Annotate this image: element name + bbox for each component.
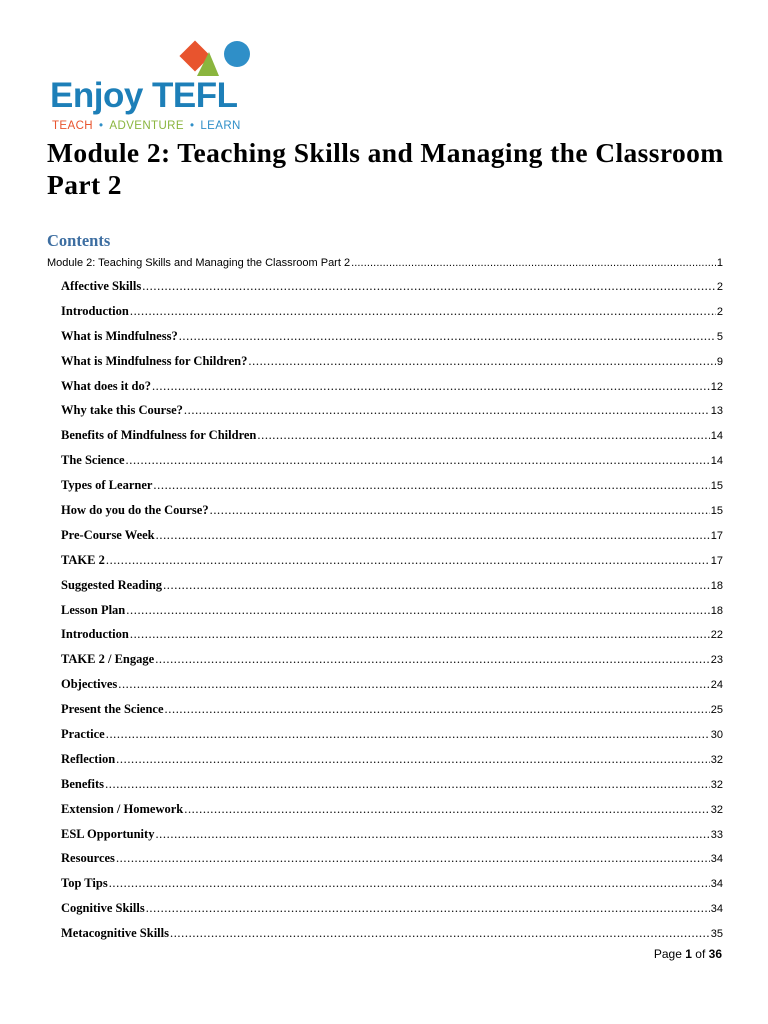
toc-dot-leader: [165, 697, 710, 722]
toc-entry-page[interactable]: 13: [710, 405, 723, 418]
toc-entry-page[interactable]: 9: [716, 355, 723, 368]
toc-entry-label[interactable]: Benefits: [61, 776, 105, 791]
toc-entry[interactable]: [47, 423, 723, 448]
toc-entry-label[interactable]: What is Mindfulness for Children?: [61, 353, 248, 368]
toc-dot-leader: [156, 523, 710, 548]
toc-entry[interactable]: [47, 523, 723, 548]
toc-entry-page[interactable]: 5: [716, 330, 723, 343]
footer-total-pages: 36: [708, 947, 722, 961]
toc-dot-leader: [210, 498, 710, 523]
toc-entry-page[interactable]: 15: [710, 505, 723, 518]
toc-entry-label[interactable]: Suggested Reading: [61, 577, 163, 592]
toc-entry-page[interactable]: 14: [710, 455, 723, 468]
toc-entry-label[interactable]: Top Tips: [61, 876, 108, 891]
toc-dot-leader: [351, 252, 716, 274]
toc-entry[interactable]: [47, 398, 723, 423]
tagline-adventure: ADVENTURE: [109, 120, 184, 132]
table-of-contents: [47, 252, 723, 946]
toc-entry[interactable]: [47, 324, 723, 349]
toc-dot-leader: [130, 622, 710, 647]
toc-entry-page[interactable]: 34: [710, 878, 723, 891]
contents-heading: Contents: [47, 231, 111, 250]
document-title: Module 2: Teaching Skills and Managing the Classroom Part 2: [47, 137, 724, 200]
footer-of-word: of: [695, 947, 706, 961]
toc-dot-leader: [257, 423, 709, 448]
footer-page-word: Page: [653, 947, 682, 961]
toc-entry-label[interactable]: Affective Skills: [61, 279, 142, 293]
toc-entry-label[interactable]: Introduction: [61, 627, 129, 642]
toc-entry-page[interactable]: 2: [716, 305, 723, 318]
toc-entry-label[interactable]: What is Mindfulness?: [61, 328, 178, 343]
toc-dot-leader: [184, 398, 710, 423]
toc-entry-label[interactable]: Pre-Course Week: [61, 527, 155, 542]
toc-dot-leader: [179, 324, 716, 349]
toc-entry[interactable]: [47, 622, 723, 647]
toc-entry-label[interactable]: Extension / Homework: [61, 801, 184, 816]
toc-entry-label[interactable]: TAKE 2 / Engage: [61, 652, 155, 667]
tagline-separator: •: [98, 120, 104, 132]
toc-dot-leader: [109, 871, 710, 896]
toc-entry-page[interactable]: 17: [710, 529, 723, 542]
toc-entry-page[interactable]: 33: [710, 828, 723, 841]
tagline-learn: LEARN: [200, 120, 241, 132]
toc-entry-page[interactable]: 18: [710, 604, 723, 617]
toc-dot-leader: [116, 846, 710, 871]
toc-entry-page[interactable]: 32: [710, 803, 723, 816]
diamond-triangle-circle-logo-icon: [175, 38, 255, 80]
toc-dot-leader: [142, 274, 716, 299]
toc-entry-page[interactable]: 1: [716, 257, 723, 269]
toc-entry[interactable]: [47, 722, 723, 747]
toc-entry-page[interactable]: 34: [710, 903, 723, 916]
toc-entry[interactable]: [47, 797, 723, 822]
toc-entry-label[interactable]: What does it do?: [61, 378, 151, 393]
toc-entry-page[interactable]: 17: [710, 554, 723, 567]
toc-entry-label[interactable]: Benefits of Mindfulness for Children: [61, 428, 257, 443]
toc-entry-page[interactable]: 32: [710, 778, 723, 791]
toc-dot-leader: [155, 822, 709, 847]
toc-dot-leader: [248, 349, 715, 374]
toc-dot-leader: [106, 722, 710, 747]
toc-entry-page[interactable]: 15: [710, 480, 723, 493]
toc-entry-label[interactable]: Resources: [61, 851, 115, 866]
toc-dot-leader: [105, 772, 710, 797]
toc-entry-label[interactable]: How do you do the Course?: [61, 503, 209, 518]
footer-current-page: 1: [685, 947, 692, 961]
toc-entry-page[interactable]: 24: [710, 679, 723, 692]
toc-dot-leader: [170, 921, 710, 946]
toc-entry[interactable]: [47, 772, 723, 797]
toc-entry-label[interactable]: Objectives: [61, 677, 118, 692]
logo-tagline: [52, 121, 241, 133]
tagline-teach: TEACH: [52, 120, 93, 132]
toc-entry-label[interactable]: TAKE 2: [61, 552, 105, 567]
toc-entry-page[interactable]: 22: [710, 629, 723, 642]
toc-entry-page[interactable]: 14: [710, 430, 723, 443]
toc-entry[interactable]: [47, 697, 723, 722]
toc-entry-label[interactable]: The Science: [61, 453, 125, 468]
toc-entry[interactable]: [47, 921, 723, 946]
toc-entry-page[interactable]: 25: [710, 704, 723, 717]
toc-entry[interactable]: [47, 498, 723, 523]
toc-entry[interactable]: [47, 548, 723, 573]
toc-dot-leader: [126, 448, 710, 473]
toc-dot-leader: [152, 374, 710, 399]
toc-entry[interactable]: [47, 448, 723, 473]
toc-entry-page[interactable]: 12: [710, 380, 723, 393]
toc-entry-page[interactable]: 32: [710, 753, 723, 766]
toc-dot-leader: [116, 747, 710, 772]
toc-entry-label[interactable]: Present the Science: [61, 702, 164, 717]
toc-dot-leader: [146, 896, 710, 921]
toc-entry-page[interactable]: 18: [710, 579, 723, 592]
toc-entry[interactable]: [47, 598, 723, 623]
toc-entry-label[interactable]: Reflection: [61, 751, 116, 766]
toc-entry[interactable]: [47, 896, 723, 921]
toc-entry-page[interactable]: 30: [710, 729, 723, 742]
toc-entry[interactable]: [47, 647, 723, 672]
toc-dot-leader: [126, 598, 709, 623]
toc-entry-label[interactable]: Introduction: [61, 303, 129, 318]
toc-dot-leader: [184, 797, 710, 822]
enjoy-tefl-logo: [50, 38, 260, 138]
toc-dot-leader: [163, 573, 710, 598]
toc-entry-label[interactable]: Types of Learner: [61, 478, 153, 493]
toc-entry-label[interactable]: Practice: [61, 727, 105, 742]
toc-entry[interactable]: [47, 252, 723, 274]
toc-dot-leader: [118, 672, 710, 697]
toc-entry[interactable]: [47, 846, 723, 871]
toc-dot-leader: [153, 473, 709, 498]
toc-entry-label[interactable]: Lesson Plan: [61, 602, 126, 617]
toc-entry[interactable]: [47, 822, 723, 847]
toc-entry[interactable]: [47, 349, 723, 374]
logo-wordmark: Enjoy TEFL: [50, 76, 238, 115]
toc-entry[interactable]: [47, 374, 723, 399]
toc-entry[interactable]: [47, 299, 723, 324]
toc-entry[interactable]: [47, 747, 723, 772]
toc-entry-page[interactable]: 2: [716, 281, 723, 293]
toc-dot-leader: [106, 548, 710, 573]
toc-entry[interactable]: [47, 274, 723, 299]
toc-entry-page[interactable]: 35: [710, 928, 723, 941]
toc-entry-label[interactable]: Cognitive Skills: [61, 901, 145, 916]
toc-entry-label[interactable]: Metacognitive Skills: [61, 926, 169, 941]
toc-dot-leader: [130, 299, 716, 324]
toc-entry-page[interactable]: 23: [710, 654, 723, 667]
toc-entry-page[interactable]: 34: [710, 853, 723, 866]
tagline-separator: •: [189, 120, 195, 132]
page-footer: [654, 947, 722, 961]
toc-entry-label[interactable]: Module 2: Teaching Skills and Managing the Classroom Part 2: [47, 257, 351, 269]
toc-entry[interactable]: [47, 473, 723, 498]
toc-dot-leader: [155, 647, 710, 672]
toc-entry-label[interactable]: Why take this Course?: [61, 403, 183, 418]
toc-entry[interactable]: [47, 672, 723, 697]
toc-entry-label[interactable]: ESL Opportunity: [61, 826, 155, 841]
toc-entry[interactable]: [47, 871, 723, 896]
toc-entry[interactable]: [47, 573, 723, 598]
